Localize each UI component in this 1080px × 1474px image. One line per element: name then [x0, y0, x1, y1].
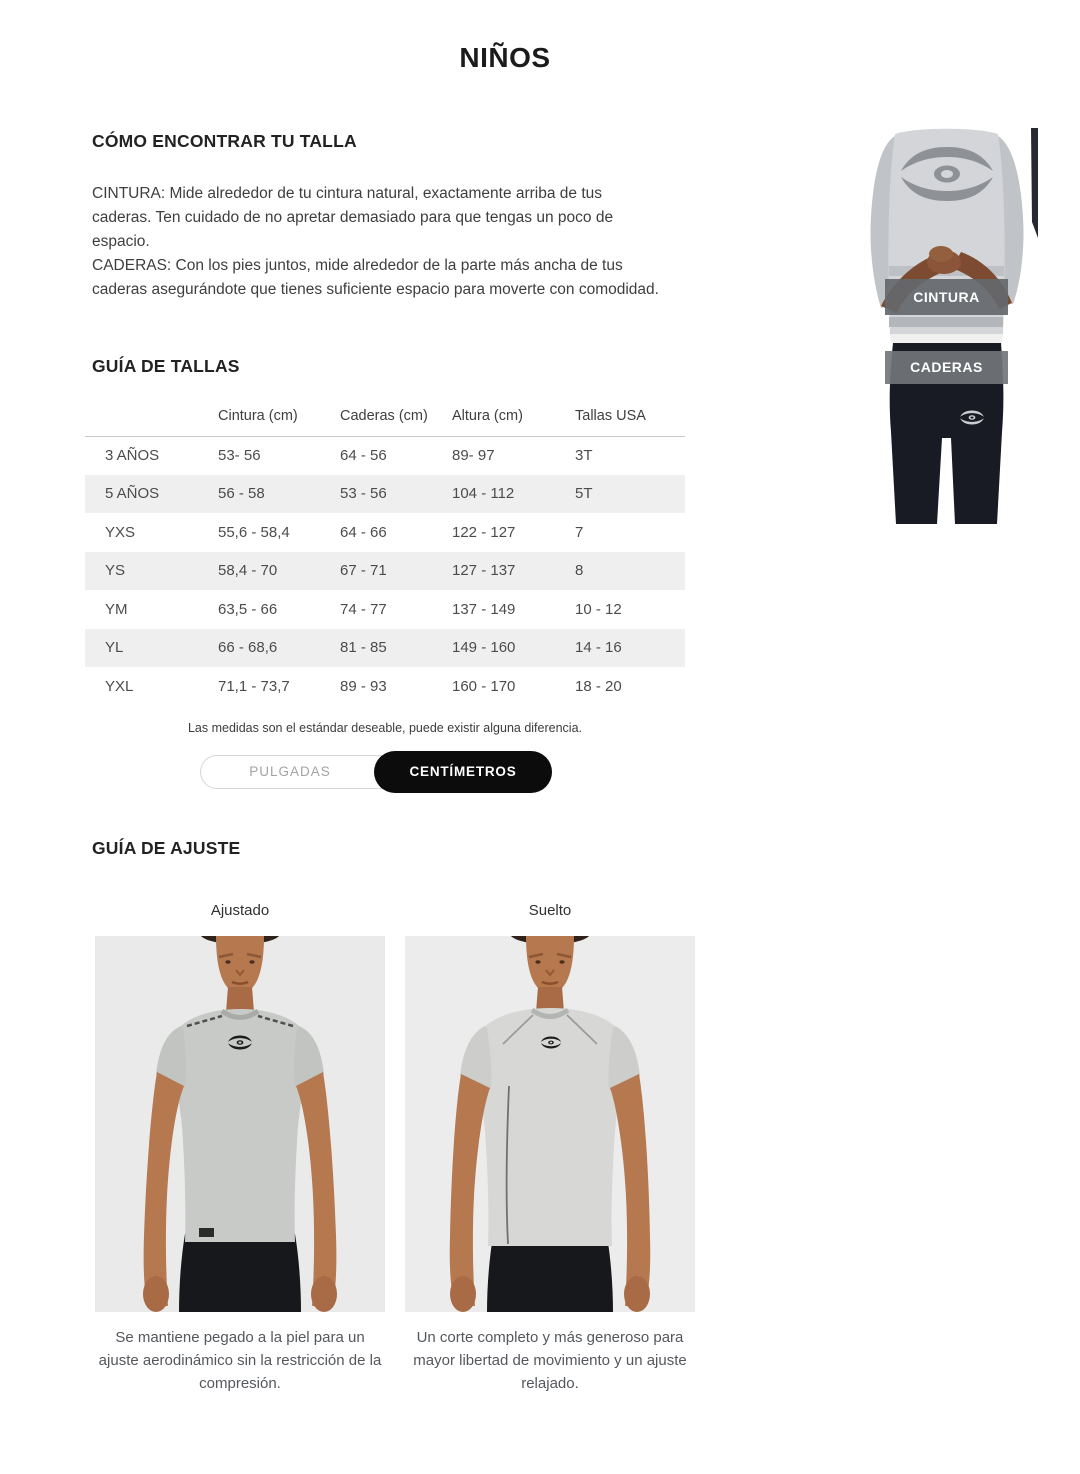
table-row [85, 590, 685, 629]
hips-cell: 64 - 56 [340, 447, 387, 464]
table-row [85, 629, 685, 668]
fit-label-ajustado: Ajustado [210, 902, 270, 919]
inches-button[interactable]: PULGADAS [200, 755, 380, 789]
hips-column-header: Caderas (cm) [340, 396, 452, 436]
measurement-disclaimer: Las medidas son el estándar deseable, puede existir alguna diferencia. [187, 721, 582, 735]
size-row-label: 3 AÑOS [105, 447, 160, 464]
size-row-label: YXS [105, 523, 136, 541]
height-cell: 137 - 149 [452, 600, 516, 618]
unit-toggle [200, 751, 552, 793]
table-row [85, 436, 685, 475]
size-row-label: 5 AÑOS [85, 475, 218, 514]
table-row [85, 513, 685, 552]
usa-size-cell: 10 - 12 [575, 600, 622, 618]
fit-guide-heading: GUÍA DE AJUSTE [92, 838, 241, 858]
table-row [85, 667, 685, 706]
size-row-label: YM [105, 600, 128, 618]
waist-cell: 55,6 - 58,4 [218, 523, 290, 541]
hips-cell: 64 - 66 [340, 523, 387, 541]
fit-description-ajustado: Se mantiene pegado a la piel para un ajuste aerodinámico sin la restricción de la compresión. [98, 1329, 382, 1392]
waist-cell: 66 - 68,6 [218, 629, 340, 668]
hips-cell: 89 - 93 [340, 677, 387, 695]
table-row [85, 552, 685, 591]
usa-size-cell: 8 [575, 552, 685, 591]
measure-figure-illustration [855, 122, 1038, 524]
hips-band-label: CADERAS [910, 359, 983, 375]
usa-size-cell: 5T [575, 475, 685, 514]
hips-cell: 53 - 56 [340, 475, 452, 514]
height-cell: 122 - 127 [452, 523, 516, 541]
size-row-label: YL [85, 629, 218, 668]
height-cell: 127 - 137 [452, 552, 575, 591]
height-column-header: Altura (cm) [452, 396, 575, 436]
fit-photo-suelto [405, 936, 695, 1312]
usa-size-column-header: Tallas USA [575, 396, 685, 436]
height-cell: 160 - 170 [452, 677, 516, 695]
centimeters-button[interactable]: CENTÍMETROS [374, 751, 552, 793]
measure-figure-photo [855, 122, 1038, 524]
height-cell: 104 - 112 [452, 475, 575, 514]
size-row-label: YXL [105, 677, 134, 695]
size-row-label: YS [85, 552, 218, 591]
size-table [85, 396, 685, 706]
hips-cell: 67 - 71 [340, 552, 452, 591]
usa-size-cell: 14 - 16 [575, 629, 685, 668]
waist-cell: 58,4 - 70 [218, 552, 340, 591]
hips-cell: 74 - 77 [340, 600, 387, 618]
waist-cell: 53- 56 [218, 447, 261, 464]
waist-cell: 56 - 58 [218, 475, 340, 514]
waist-cell: 63,5 - 66 [218, 600, 278, 618]
height-cell: 89- 97 [452, 447, 495, 464]
waist-band-label: CINTURA [913, 289, 980, 305]
waist-column-header: Cintura (cm) [218, 396, 340, 436]
boy-fitted-illustration [95, 936, 385, 1312]
fit-description-suelto: Un corte completo y más generoso para mayor libertad de movimiento y un ajuste relajado. [413, 1329, 687, 1392]
size-table-header-row [85, 396, 685, 436]
usa-size-cell: 3T [575, 447, 593, 464]
usa-size-cell: 7 [575, 523, 584, 541]
table-row [85, 475, 685, 514]
waist-cell: 71,1 - 73,7 [218, 677, 290, 695]
fit-photo-ajustado [95, 936, 385, 1312]
usa-size-cell: 18 - 20 [575, 677, 622, 695]
how-to-find-heading: CÓMO ENCONTRAR TU TALLA [92, 131, 357, 151]
waist-instructions: CINTURA: Mide alrededor de tu cintura natural, exactamente arriba de tus caderas. Ten cuidado de no apretar demasiado para que tengas un poco de espacio. [92, 185, 614, 250]
height-cell: 149 - 160 [452, 629, 575, 668]
size-guide-heading: GUÍA DE TALLAS [92, 356, 240, 376]
fit-label-suelto: Suelto [528, 902, 572, 919]
hips-cell: 81 - 85 [340, 629, 452, 668]
page-title: NIÑOS [459, 42, 551, 73]
size-column-header [85, 396, 218, 436]
hips-instructions: CADERAS: Con los pies juntos, mide alrededor de la parte más ancha de tus caderas asegurándote que tienes suficiente espacio para moverte con comodidad. [92, 257, 659, 298]
boy-loose-illustration [405, 936, 695, 1312]
